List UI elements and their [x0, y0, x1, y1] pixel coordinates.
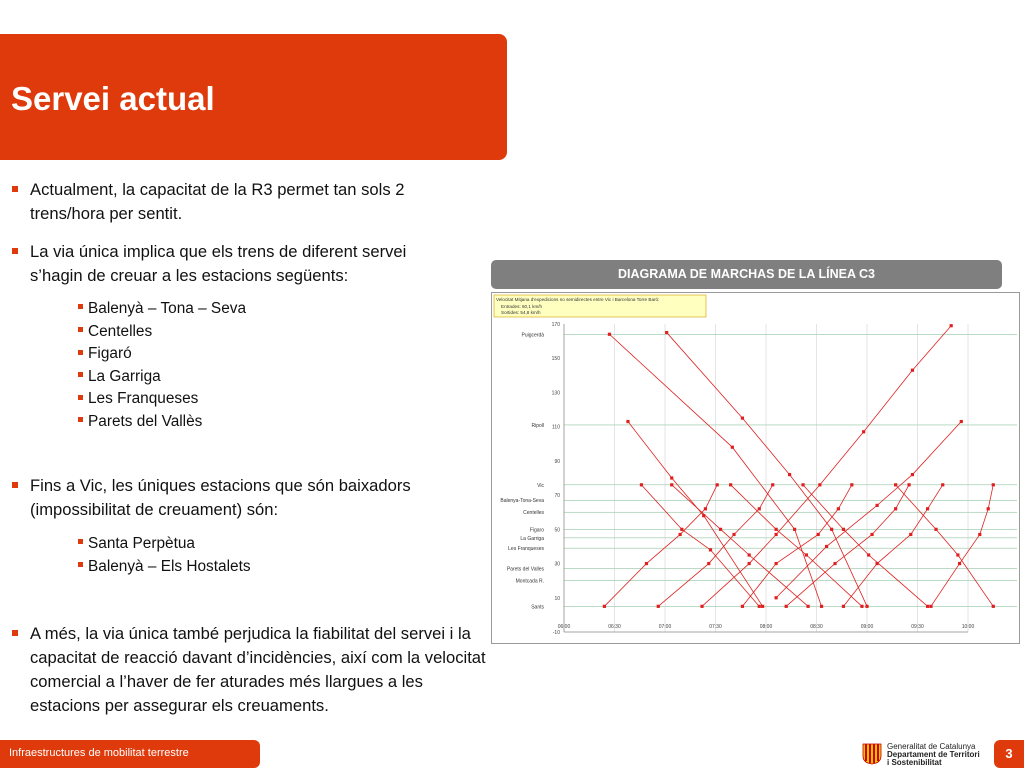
station-label: La Garriga: [520, 535, 544, 542]
station-stop-marker: [941, 483, 944, 486]
x-tick-label: 09:30: [911, 624, 924, 630]
station-stop-marker: [645, 562, 648, 565]
station-stop-marker: [748, 553, 751, 556]
station-stop-marker: [894, 507, 897, 510]
gov-line-3: i Sostenibilitat: [887, 758, 942, 767]
gov-line-2: Departament de Territori: [887, 750, 980, 759]
station-stop-marker: [758, 507, 761, 510]
station-stop-marker: [732, 533, 735, 536]
list-item: Balenyà – Els Hostalets: [78, 556, 251, 579]
x-tick-label: 07:30: [709, 624, 722, 630]
y-tick-label: 110: [552, 424, 560, 431]
station-stop-marker: [817, 533, 820, 536]
station-label: Les Franqueses: [508, 546, 544, 553]
station-stop-marker: [704, 507, 707, 510]
station-stop-marker: [876, 504, 879, 507]
slide-title: Servei actual: [11, 80, 215, 117]
x-tick-label: 10:00: [961, 624, 975, 630]
list-item: Figaró: [78, 343, 246, 366]
station-stop-marker: [956, 553, 959, 556]
station-stop-marker: [729, 483, 732, 486]
station-stop-marker: [865, 605, 868, 608]
station-stop-marker: [837, 507, 840, 510]
train-path: [896, 485, 994, 606]
train-path: [672, 485, 808, 606]
station-label: Vic: [537, 482, 544, 489]
station-stop-marker: [911, 369, 914, 372]
station-stop-marker: [679, 533, 682, 536]
station-label: Figaro: [529, 527, 544, 534]
station-stop-marker: [657, 605, 660, 608]
station-stop-marker: [758, 605, 761, 608]
station-stop-marker: [640, 483, 643, 486]
station-stop-marker: [934, 528, 937, 531]
page-number-box: [994, 740, 1024, 768]
chart-title: DIAGRAMA DE MARCHAS DE LA LÍNEA C3: [618, 267, 875, 281]
train-path: [641, 485, 759, 606]
station-stop-marker: [670, 483, 673, 486]
station-stop-marker: [911, 473, 914, 476]
station-stop-marker: [680, 528, 683, 531]
list-item: Balenyà – Tona – Seva: [78, 298, 246, 321]
y-tick-label: -10: [552, 630, 560, 636]
station-stop-marker: [992, 483, 995, 486]
station-stop-marker: [775, 562, 778, 565]
speed-info-line-2: Entrades: 60,1 km/h: [501, 304, 543, 309]
sub-bullet-marker: [78, 350, 83, 355]
station-stop-marker: [741, 417, 744, 420]
y-tick-label: 50: [554, 527, 560, 534]
list-item: La Garriga: [78, 366, 246, 389]
x-tick-label: 06:30: [608, 624, 621, 630]
station-label: Centelles: [523, 510, 544, 517]
train-path: [931, 485, 993, 606]
train-diagram-chart: [491, 292, 1020, 644]
catalonia-shield-icon: [862, 743, 882, 765]
station-label: Sants: [531, 604, 544, 611]
station-stop-marker: [870, 533, 873, 536]
station-stop-marker: [801, 483, 804, 486]
station-stop-marker: [850, 483, 853, 486]
list-item: Parets del Vallès: [78, 411, 246, 434]
crossing-stations-list: [78, 298, 246, 434]
station-stop-marker: [741, 605, 744, 608]
station-stop-marker: [907, 483, 910, 486]
station-stop-marker: [842, 605, 845, 608]
station-stop-marker: [894, 483, 897, 486]
station-stop-marker: [665, 331, 668, 334]
page-number: 3: [1005, 746, 1013, 761]
y-tick-label: 10: [554, 595, 560, 602]
station-stop-marker: [867, 553, 870, 556]
y-tick-label: 30: [554, 561, 560, 568]
list-item: Les Franqueses: [78, 388, 246, 411]
station-label: Parets del Valles: [506, 566, 544, 573]
sub-bullet-marker: [78, 327, 83, 332]
station-stop-marker: [929, 605, 932, 608]
station-stop-marker: [603, 605, 606, 608]
station-stop-marker: [818, 483, 821, 486]
station-stop-marker: [670, 476, 673, 479]
train-path: [776, 422, 961, 598]
station-stop-marker: [860, 605, 863, 608]
station-stop-marker: [992, 605, 995, 608]
station-stop-marker: [909, 533, 912, 536]
station-stop-marker: [926, 605, 929, 608]
y-tick-label: 130: [551, 390, 560, 397]
station-stop-marker: [825, 545, 828, 548]
station-stop-marker: [608, 333, 611, 336]
speed-info-line-3: Sortides: 54,8 km/h: [501, 310, 541, 315]
bullet-3-text: Fins a Vic, les úniques estacions que són baixadors (impossibilitat de creuament) són:: [30, 476, 411, 519]
station-stop-marker: [731, 446, 734, 449]
sub-bullet-marker: [78, 395, 83, 400]
station-stop-marker: [926, 507, 929, 510]
train-diagram-svg: [492, 293, 1019, 643]
station-stop-marker: [820, 605, 823, 608]
bullet-2-text: La via única implica que els trens de diferent servei s’hagin de creuar a les estacions següents:: [30, 242, 407, 285]
station-stop-marker: [788, 473, 791, 476]
station-stop-marker: [830, 528, 833, 531]
station-stop-marker: [862, 430, 865, 433]
station-stop-marker: [707, 562, 710, 565]
sub-bullet-marker: [78, 372, 83, 377]
bullet-marker: [12, 186, 18, 192]
station-label: Montcada R.: [515, 578, 544, 585]
station-stop-marker: [626, 420, 629, 423]
sub-bullet-marker: [78, 539, 83, 544]
gov-line-1: Generalitat de Catalunya: [887, 742, 976, 751]
station-stop-marker: [719, 528, 722, 531]
x-tick-label: 08:00: [759, 624, 773, 630]
chart-title-bar: [491, 260, 1002, 289]
station-stop-marker: [716, 483, 719, 486]
train-path: [604, 485, 717, 606]
bullet-4-text: A més, la via única també perjudica la fiabilitat del servei i la capacitat de reacció davant d’incidències, així com la velocitat comercial a l’haver de fer aturades més llargues a les estacions per assegurar els creuaments.: [30, 624, 486, 715]
train-path: [667, 333, 867, 607]
station-stop-marker: [700, 605, 703, 608]
y-tick-label: 150: [551, 356, 560, 363]
station-label: Ripoll: [531, 422, 544, 429]
station-stop-marker: [950, 324, 953, 327]
train-path: [742, 485, 851, 606]
list-item: Centelles: [78, 321, 246, 344]
government-logo: [862, 741, 990, 767]
station-label: Balenya-Tona-Seva: [500, 498, 544, 505]
station-stop-marker: [775, 533, 778, 536]
sub-bullet-marker: [78, 417, 83, 422]
x-tick-label: 09:00: [860, 624, 874, 630]
train-path: [786, 485, 909, 606]
list-item: Santa Perpètua: [78, 533, 251, 556]
bullet-marker: [12, 248, 18, 254]
station-stop-marker: [806, 605, 809, 608]
sub-bullet-marker: [78, 562, 83, 567]
station-stop-marker: [775, 596, 778, 599]
footer-label: Infraestructures de mobilitat terrestre: [9, 747, 189, 759]
station-stop-marker: [761, 605, 764, 608]
station-stop-marker: [842, 528, 845, 531]
speed-info-line-1: Velocitat Mitjana d'expedicions no semidirectes entre Vic i Barcelona Torre Baró:: [496, 297, 660, 302]
station-stop-marker: [833, 562, 836, 565]
bullet-marker: [12, 630, 18, 636]
train-path: [803, 485, 928, 606]
station-stop-marker: [876, 562, 879, 565]
sub-bullet-marker: [78, 304, 83, 309]
y-tick-label: 70: [554, 493, 560, 500]
station-stop-marker: [805, 553, 808, 556]
station-stop-marker: [987, 507, 990, 510]
station-stop-marker: [775, 528, 778, 531]
x-tick-label: 08:30: [810, 624, 823, 630]
train-path: [702, 326, 951, 607]
x-tick-label: 06:00: [557, 624, 571, 630]
y-tick-label: 170: [551, 322, 560, 328]
halt-stations-list: [78, 533, 251, 578]
bullet-1-text: Actualment, la capacitat de la R3 permet tan sols 2 trens/hora per sentit.: [30, 180, 405, 223]
station-stop-marker: [785, 605, 788, 608]
y-tick-label: 90: [554, 458, 560, 465]
station-label: Puigcerdà: [521, 332, 544, 339]
station-stop-marker: [709, 548, 712, 551]
station-stop-marker: [771, 483, 774, 486]
station-stop-marker: [960, 420, 963, 423]
train-path: [628, 422, 763, 607]
station-stop-marker: [978, 533, 981, 536]
x-tick-label: 07:00: [658, 624, 672, 630]
station-stop-marker: [793, 528, 796, 531]
station-stop-marker: [958, 562, 961, 565]
station-stop-marker: [748, 562, 751, 565]
bullet-marker: [12, 482, 18, 488]
